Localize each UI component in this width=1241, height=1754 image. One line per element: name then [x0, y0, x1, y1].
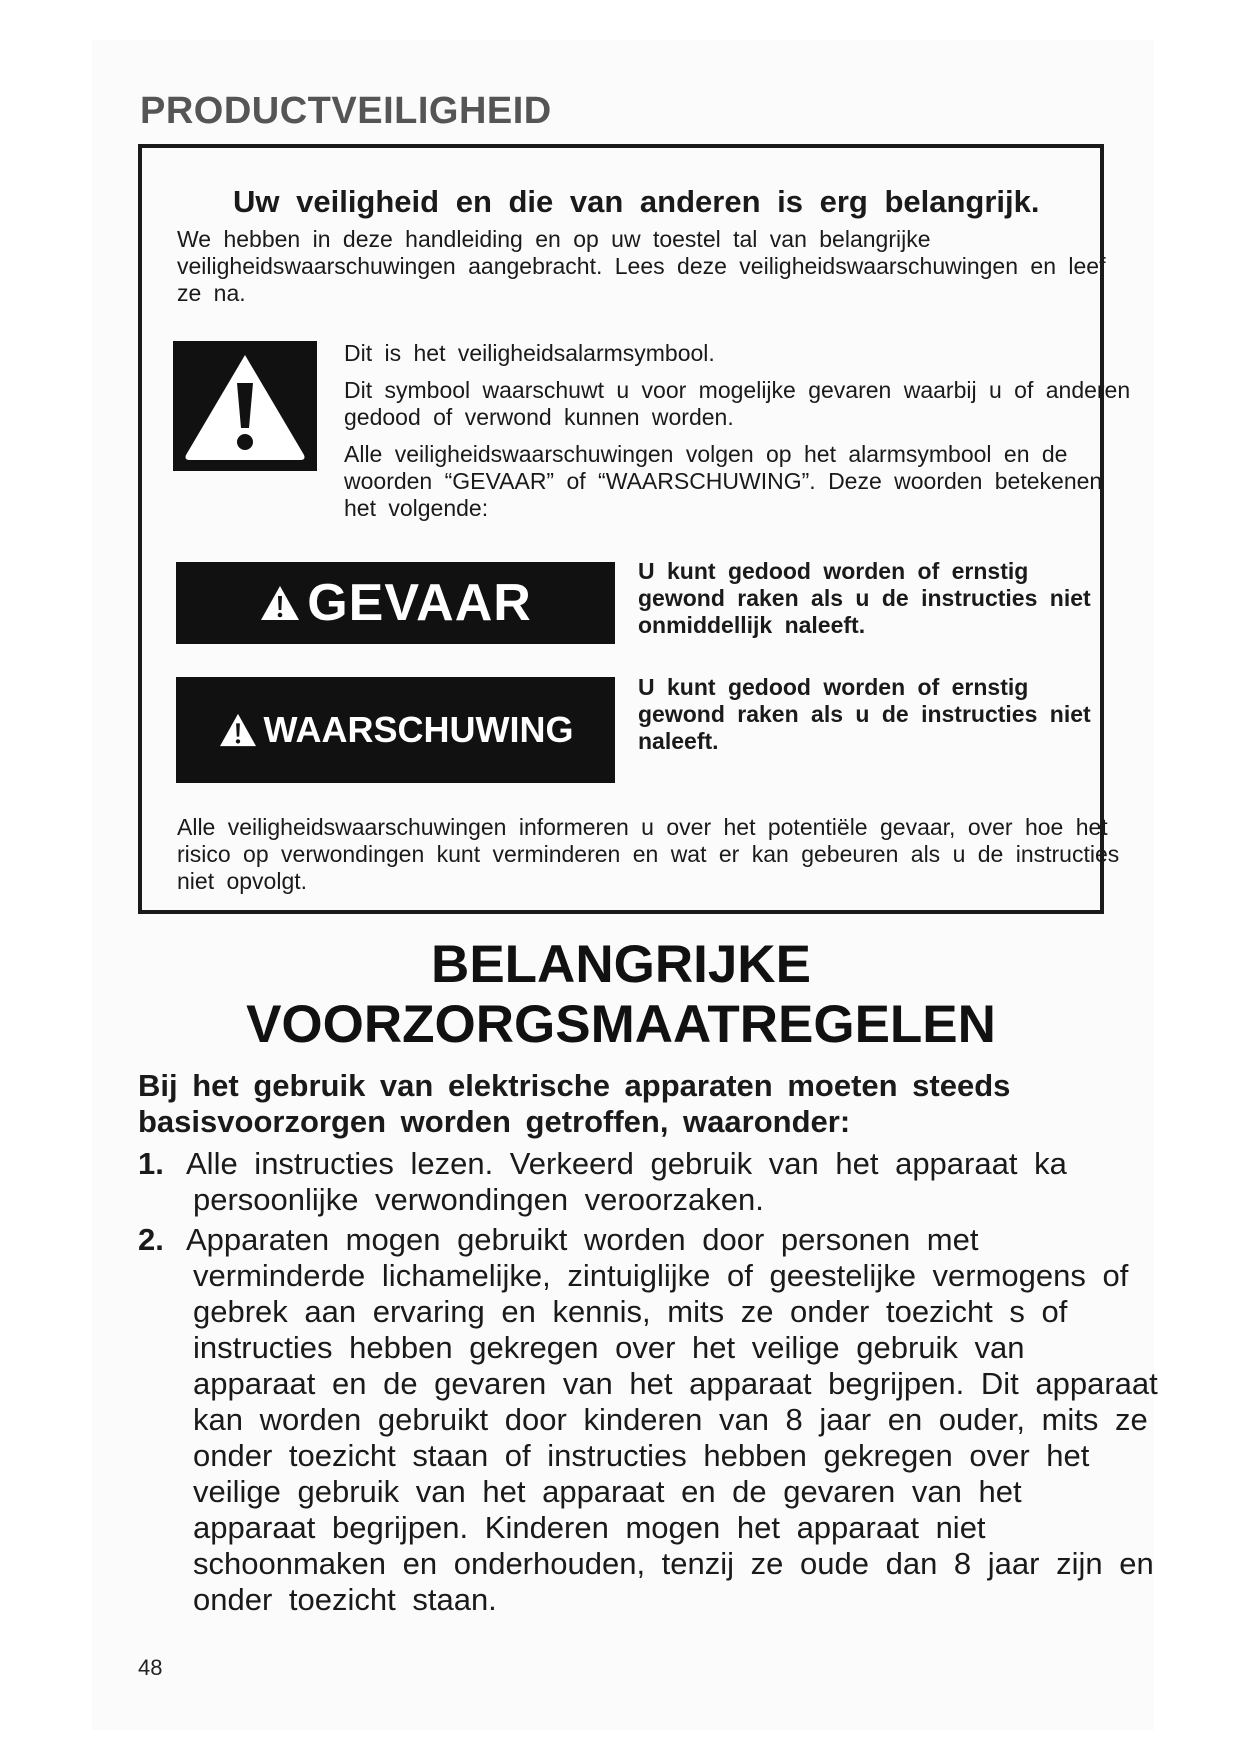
alarm-text-line: Alle veiligheidswaarschuwingen volgen op het alarmsymbool en de woorden “GEVAAR” of “WAARSCHUWING”. Deze woorden betekenen het volgende:	[344, 441, 1103, 521]
safety-outro: Alle veiligheidswaarschuwingen informeren u over het potentiële gevaar, over hoe het risico op verwondingen kunt verminderen en wat er kan gebeuren als u de instructies niet opvolgt.	[177, 814, 1120, 894]
warning-triangle-icon	[218, 712, 258, 748]
warning-triangle-icon	[259, 584, 301, 622]
precautions-lead: Bij het gebruik van elektrische apparaten moeten steeds basisvoorzorgen worden getroffen, waaronder:	[138, 1068, 1011, 1139]
danger-signal-panel	[176, 562, 615, 644]
warning-description: U kunt gedood worden of ernstig gewond raken als u de instructies niet naleeft.	[638, 674, 1091, 754]
alarm-text-line: Dit is het veiligheidsalarmsymbool.	[344, 340, 715, 366]
list-item	[138, 1146, 1158, 1218]
alarm-text-line: Dit symbool waarschuwt u voor mogelijke gevaren waarbij u of anderen gedood of verwond kunnen worden.	[344, 377, 1131, 430]
danger-signal-word: GEVAAR	[307, 574, 532, 632]
list-item-number: 2.	[138, 1222, 164, 1257]
page-number: 48	[138, 1655, 163, 1680]
list-item-first-line: Alle instructies lezen. Verkeerd gebruik van het apparaat ka	[186, 1146, 1067, 1181]
list-item-first-line: Apparaten mogen gebruikt worden door personen met	[186, 1222, 979, 1257]
safety-intro: We hebben in deze handleiding en op uw toestel tal van belangrijke veiligheidswaarschuwingen aangebracht. Lees deze veiligheidswaarschuwingen en leef ze na.	[177, 226, 1106, 306]
list-item-number: 1.	[138, 1146, 164, 1181]
main-title: BELANGRIJKE VOORZORGSMAATREGELEN	[246, 935, 996, 1054]
warning-signal-panel	[176, 677, 615, 783]
safety-box-heading: Uw veiligheid en die van anderen is erg belangrijk.	[233, 184, 1040, 219]
list-item-continuation: persoonlijke verwondingen veroorzaken.	[193, 1182, 764, 1217]
section-title: PRODUCTVEILIGHEID	[140, 90, 552, 132]
danger-description: U kunt gedood worden of ernstig gewond raken als u de instructies niet onmiddellijk naleeft.	[638, 558, 1091, 638]
list-item	[138, 1222, 1158, 1618]
list-item-continuation: verminderde lichamelijke, zintuiglijke of geestelijke vermogens of gebrek aan ervaring en kennis, mits ze onder toezicht s of instructies hebben gekregen over het veilige gebruik van apparaat en de gevaren van het apparaat begrijpen. Dit apparaat kan worden gebruikt door kinderen van 8 jaar en ouder, mits ze onder toezicht staan of instructies hebben gekregen over het veilige gebruik van het apparaat en de gevaren van het apparaat begrijpen. Kinderen mogen het apparaat niet schoonmaken en onderhouden, tenzij ze oude dan 8 jaar zijn en onder toezicht staan.	[193, 1258, 1158, 1617]
alarm-symbol-explanation	[344, 340, 1144, 532]
warning-triangle-icon	[173, 341, 317, 471]
warning-signal-word: WAARSCHUWING	[263, 709, 574, 750]
